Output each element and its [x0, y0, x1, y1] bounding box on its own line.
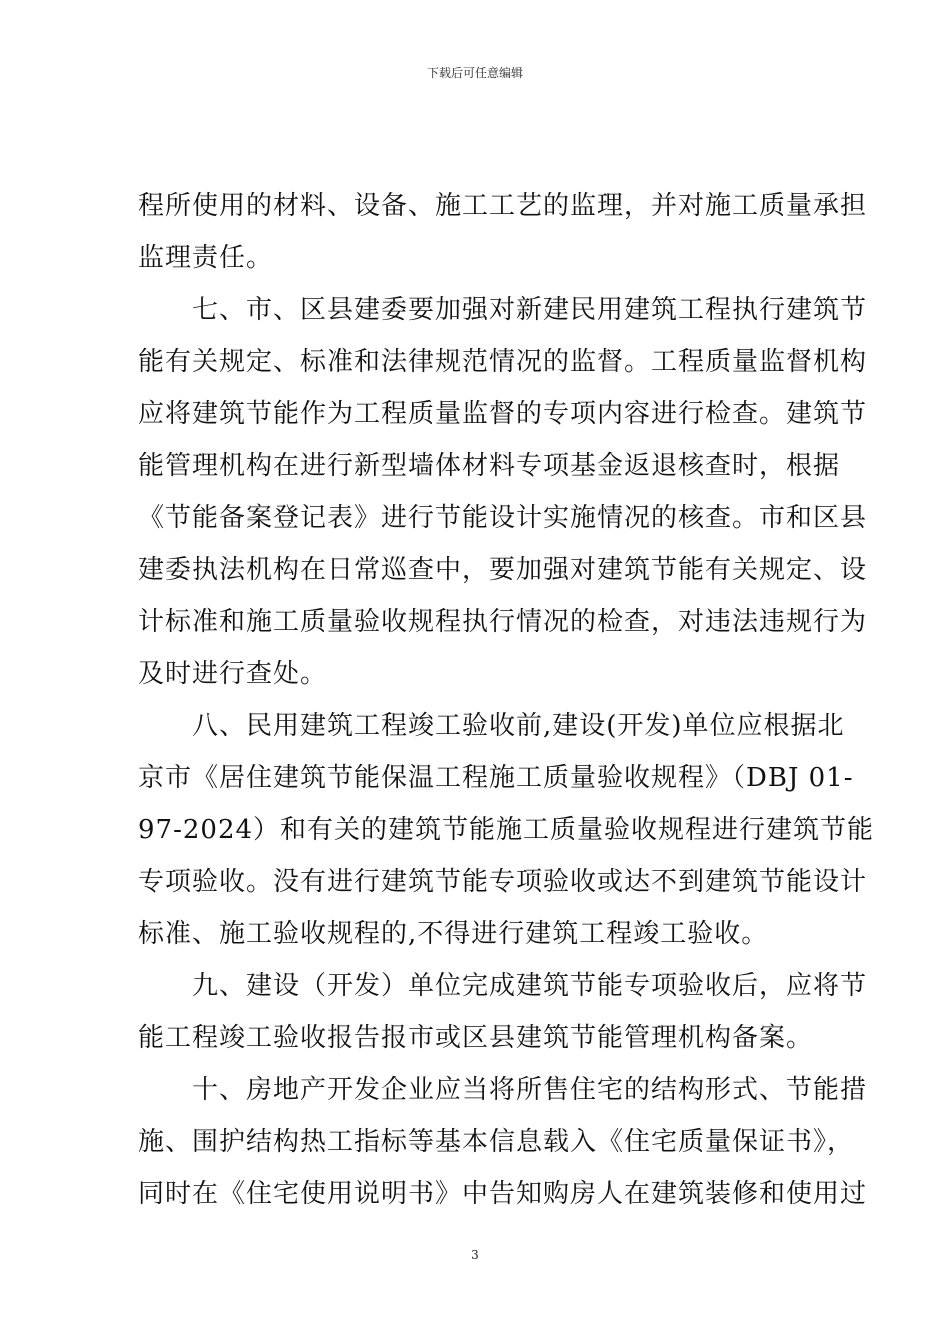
text-line: 施、围护结构热工指标等基本信息载入《住宅质量保证书》， — [138, 1127, 855, 1157]
text-line: 能管理机构在进行新型墙体材料专项基金返退核查时，根据 — [138, 451, 841, 481]
page-header: 下载后可任意编辑 — [426, 66, 523, 80]
text-line: 及时进行查处。 — [138, 659, 328, 689]
paragraph-9-start: 九、建设（开发）单位完成建筑节能专项验收后，应将节 — [192, 971, 868, 1001]
text-line: 《节能备案登记表》进行节能设计实施情况的核查。市和区县 — [138, 503, 868, 533]
text-line: 计标准和施工质量验收规程执行情况的检查，对违法违规行为 — [138, 607, 868, 637]
text-line: 京市《居住建筑节能保温工程施工质量验收规程》（DBJ 01- — [138, 763, 854, 793]
text-line: 同时在《住宅使用说明书》中告知购房人在建筑装修和使用过 — [138, 1179, 868, 1209]
page-number: 3 — [471, 1248, 479, 1262]
document-body — [138, 180, 875, 1220]
text-line: 应将建筑节能作为工程质量监督的专项内容进行检查。建筑节 — [138, 399, 868, 429]
paragraph-10-start: 十、房地产开发企业应当将所售住宅的结构形式、节能措 — [192, 1075, 868, 1105]
text-line: 监理责任。 — [138, 243, 274, 273]
text-line: 程所使用的材料、设备、施工工艺的监理，并对施工质量承担 — [138, 191, 868, 221]
text-line: 建委执法机构在日常巡查中，要加强对建筑节能有关规定、设 — [138, 555, 868, 585]
text-line: 标准、施工验收规程的,不得进行建筑工程竣工验收。 — [138, 919, 769, 949]
text-line: 能有关规定、标准和法律规范情况的监督。工程质量监督机构 — [138, 347, 868, 377]
paragraph-8-start: 八、民用建筑工程竣工验收前,建设(开发)单位应根据北 — [192, 711, 845, 741]
text-line: 专项验收。没有进行建筑节能专项验收或达不到建筑节能设计 — [138, 867, 868, 897]
paragraph-7-start: 七、市、区县建委要加强对新建民用建筑工程执行建筑节 — [192, 295, 868, 325]
text-line: 能工程竣工验收报告报市或区县建筑节能管理机构备案。 — [138, 1023, 814, 1053]
text-line: 97-2024）和有关的建筑节能施工质量验收规程进行建筑节能 — [138, 815, 875, 845]
